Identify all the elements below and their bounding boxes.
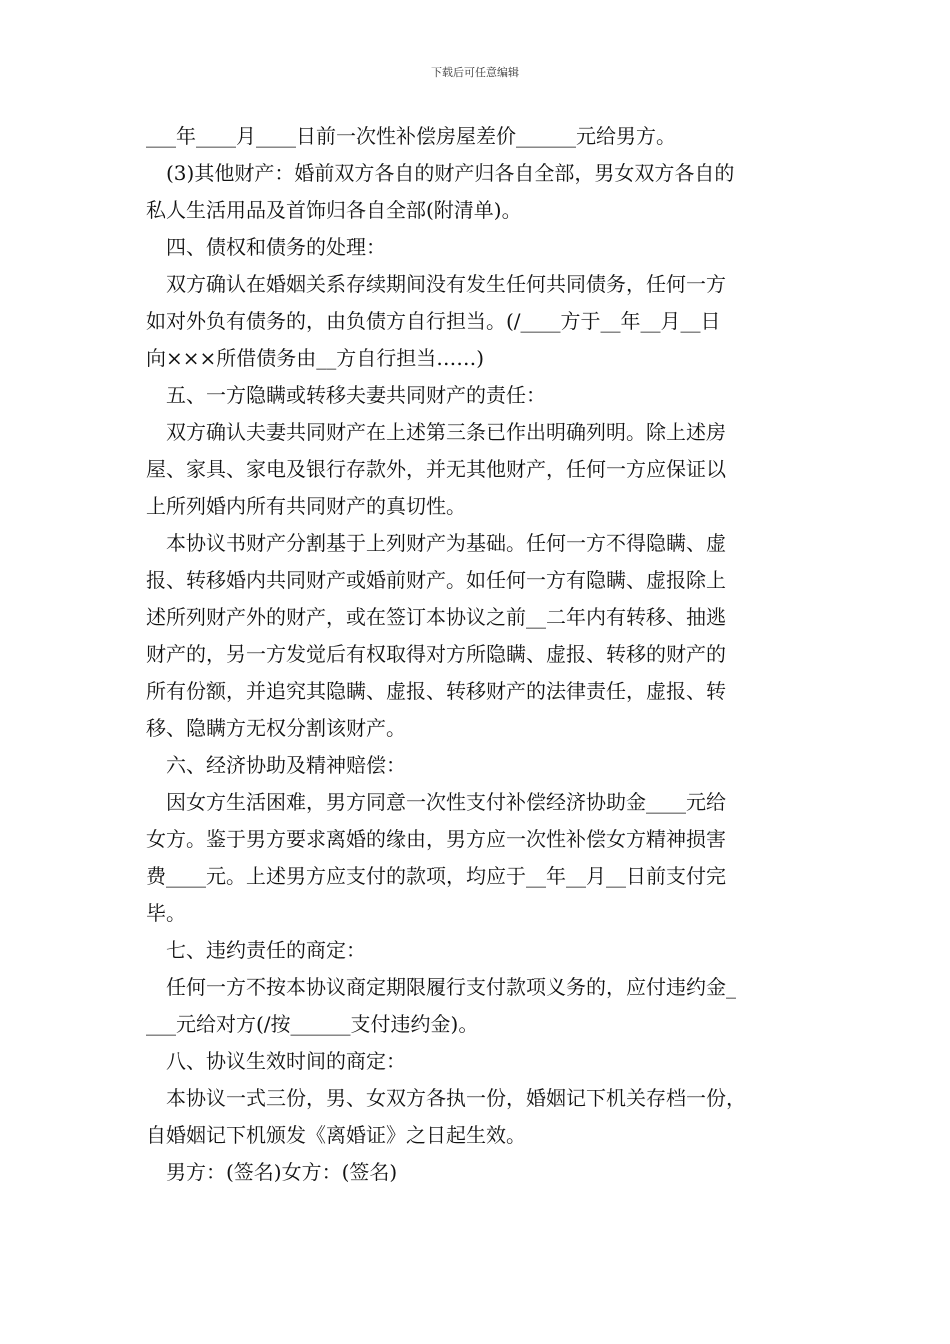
text-line: 私人生活用品及首饰归各自全部(附清单)。: [146, 198, 522, 222]
text-line: 本协议一式三份，男、女双方各执一份，婚姻记下机关存档一份，: [166, 1086, 746, 1110]
text-line: 自婚姻记下机颁发《离婚证》之日起生效。: [146, 1123, 526, 1147]
signature-line: 男方：(签名)女方：(签名): [166, 1160, 398, 1184]
section-heading: 五、一方隐瞒或转移夫妻共同财产的责任：: [166, 383, 546, 407]
text-line: (3)其他财产：婚前双方各自的财产归各自全部，男女双方各自的: [166, 161, 735, 185]
section-heading: 六、经济协助及精神赔偿：: [166, 753, 406, 777]
text-line: 向×××所借债务由__方自行担当……): [146, 346, 485, 370]
text-line: ___元给对方(/按______支付违约金)。: [146, 1012, 479, 1036]
text-line: 述所列财产外的财产，或在签订本协议之前__二年内有转移、抽逃: [146, 605, 726, 629]
text-line: 如对外负有债务的，由负债方自行担当。(/____方于__年__月__日: [146, 309, 721, 333]
document-body: [146, 118, 808, 1191]
page-header: 下载后可任意编辑: [431, 66, 519, 79]
text-line: 女方。鉴于男方要求离婚的缘由，男方应一次性补偿女方精神损害: [146, 827, 726, 851]
text-line: 费____元。上述男方应支付的款项，均应于__年__月__日前支付完: [146, 864, 726, 888]
text-line: 本协议书财产分割基于上列财产为基础。任何一方不得隐瞒、虚: [166, 531, 726, 555]
section-heading: 七、违约责任的商定：: [166, 938, 366, 962]
text-line: 双方确认夫妻共同财产在上述第三条已作出明确列明。除上述房: [166, 420, 726, 444]
text-line: 上所列婚内所有共同财产的真切性。: [146, 494, 466, 518]
text-line: 因女方生活困难，男方同意一次性支付补偿经济协助金____元给: [166, 790, 726, 814]
text-line: ___年____月____日前一次性补偿房屋差价______元给男方。: [146, 124, 676, 148]
text-line: 报、转移婚内共同财产或婚前财产。如任何一方有隐瞒、虚报除上: [146, 568, 726, 592]
text-line: 所有份额，并追究其隐瞒、虚报、转移财产的法律责任，虚报、转: [146, 679, 726, 703]
section-heading: 八、协议生效时间的商定：: [166, 1049, 406, 1073]
section-heading: 四、债权和债务的处理：: [166, 235, 386, 259]
text-line: 移、隐瞒方无权分割该财产。: [146, 716, 406, 740]
text-line: 任何一方不按本协议商定期限履行支付款项义务的，应付违约金_: [166, 975, 736, 999]
text-line: 毕。: [146, 901, 186, 925]
text-line: 双方确认在婚姻关系存续期间没有发生任何共同债务，任何一方: [166, 272, 726, 296]
text-line: 财产的，另一方发觉后有权取得对方所隐瞒、虚报、转移的财产的: [146, 642, 726, 666]
text-line: 屋、家具、家电及银行存款外，并无其他财产，任何一方应保证以: [146, 457, 726, 481]
